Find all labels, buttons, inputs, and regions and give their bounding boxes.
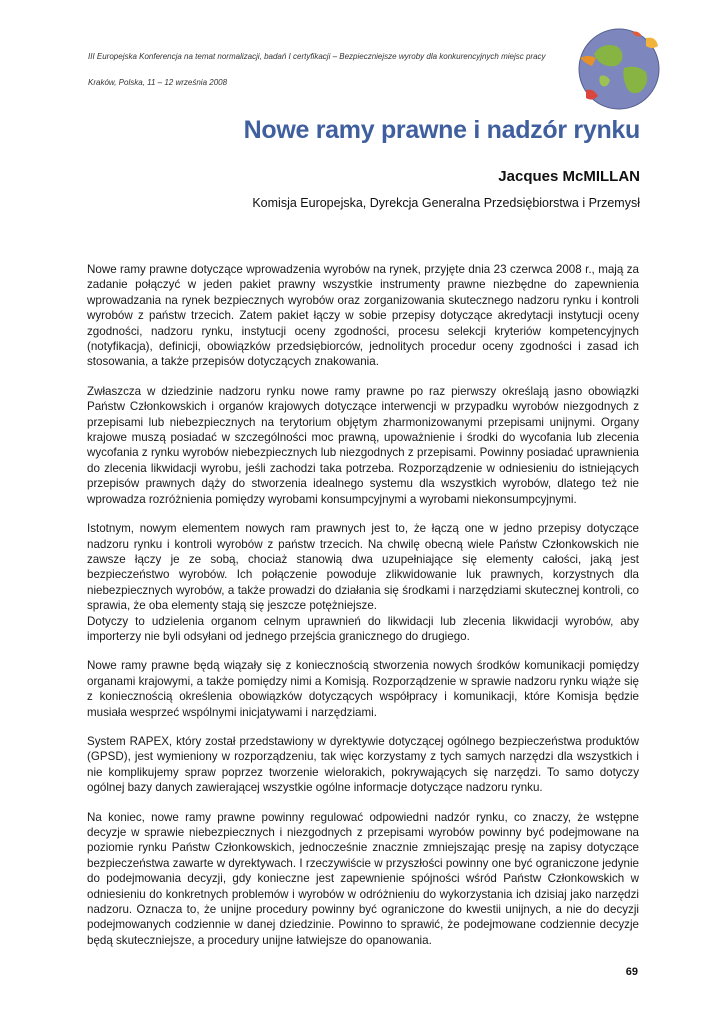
paragraph: Istotnym, nowym elementem nowych ram prawnych jest to, że łączą one w jedno przepisy dotyczące nadzoru rynku i kontroli wyrobów z państw trzecich. Na chwilę obecną wiele Państw Członkowskich nie zawsze łączy je ze sobą, chociaż stanowią dwa uzupełniające się elementy całości, jaką jest bezpieczeństwo wyrobów. Ich połączenie powoduje zlikwidowanie luk prawnych, korzystnych dla niebezpiecznych wyrobów, a także prowadzi do działania się środkami i narzędziami skutecznej kontroli, co sprawia, że oba elementy stają się jeszcze potężniejsze. <box>87 522 639 613</box>
paragraph: Nowe ramy prawne będą wiązały się z koniecznością stworzenia nowych środków komunikacji pomiędzy organami krajowymi, a także pomiędzy nimi a Komisją. Rozporządzenie w sprawie nadzoru rynku wiąże się z koniecznością określenia obowiązków dotyczących współpracy i komunikacji, które Komisja będzie musiała wesprzeć wspólnymi inicjatywami i narzędziami. <box>87 659 639 719</box>
article-title: Nowe ramy prawne i nadzór rynku <box>243 116 640 144</box>
page-number: 69 <box>625 966 638 978</box>
paragraph: Dotyczy to udzielenia organom celnym uprawnień do likwidacji lub zlecenia likwidacji wyrobów, aby importerzy nie byli odsyłani od jednego przejścia granicznego do drugiego. <box>87 614 639 643</box>
conference-globe-logo-icon <box>572 24 662 114</box>
conference-location-date: Kraków, Polska, 11 – 12 września 2008 <box>88 78 228 87</box>
paragraph: Nowe ramy prawne dotyczące wprowadzenia wyrobów na rynek, przyjęte dnia 23 czerwca 2008 r., mają za zadanie połączyć w jeden pakiet prawny wszystkie instrumenty prawne niezbędne do zapewnienia wprowadzania na rynek bezpiecznych wyrobów oraz zorganizowania skutecznego nadzoru rynku i kontroli wyrobów z państw trzecich. Zatem pakiet łączy w sobie przepisy dotyczące akredytacji instytucji oceny zgodności, nadzoru rynku, instytucji oceny zgodności, procesu selekcji kryteriów kompetencyjnych (notyfikacja), definicji, obowiązków przedsiębiorców, jednolitych procedur oceny zgodności i zasad ich stosowania, a także przepisów dotyczących znakowania. <box>87 263 639 369</box>
paragraph: System RAPEX, który został przedstawiony w dyrektywie dotyczącej ogólnego bezpieczeństwa produktów (GPSD), jest wymieniony w rozporządzeniu, tak więc korzystamy z tych samych narzędzi dla wszystkich i nie komplikujemy spraw poprzez tworzenie wielorakich, pokrywających się narzędzi. To samo dotyczy ogólnej bazy danych zawierającej wszystkie ogólne informacje dotyczące nadzoru rynku. <box>87 734 639 795</box>
article-body <box>87 262 639 962</box>
conference-header: III Europejska Konferencja na temat normalizacji, badań I certyfikacji – Bezpieczniejsze wyroby dla konkurencyjnych miejsc pracy <box>88 52 546 61</box>
article-author: Jacques McMILLAN <box>498 168 640 185</box>
author-affiliation: Komisja Europejska, Dyrekcja Generalna Przedsiębiorstwa i Przemysł <box>252 196 640 210</box>
paragraph: Na koniec, nowe ramy prawne powinny regulować odpowiedni nadzór rynku, co znaczy, że wstępne decyzje w sprawie niebezpiecznych i niezgodnych z przepisami wyrobów powinny być podejmowane na poziomie rynku Państw Członkowskich, jednocześnie znacznie zmniejszając presję na zapisy dotyczące bezpieczeństwa zawarte w dyrektywach. I rzeczywiście w przyszłości powinny one być ograniczone jedynie do podejmowania decyzji, gdy konieczne jest zapewnienie spójności wśród Państw Członkowskich w odniesieniu do konkretnych problemów i wyrobów w odróżnieniu do wykorzystania ich dzisiaj jako narzędzi nadzoru. Oznacza to, że unijne procedury powinny być ograniczone do kwestii unijnych, a nie do decyzji podejmowanych codziennie w danej dziedzinie. Powinno to sprawić, że podejmowane codziennie decyzje będą skuteczniejsze, a procedury unijne łatwiejsze do opanowania. <box>87 810 639 947</box>
paragraph: Zwłaszcza w dziedzinie nadzoru rynku nowe ramy prawne po raz pierwszy określają jasno obowiązki Państw Członkowskich i organów krajowych dotyczące interwencji w przypadku wyrobów niezgodnych z przepisami lub niebezpiecznych na terytorium objętym zharmonizowanymi przepisami unijnymi. Organy krajowe muszą posiadać w szczególności moc prawną, upoważnienie i środki do wycofania lub zlecenia wycofania z rynku wyrobów niebezpiecznych lub niezgodnych z przepisami. Powinny posiadać uprawnienia do zlecenia likwidacji wyrobu, jeśli zachodzi taka potrzeba. Rozporządzenie w odniesieniu do istniejących przepisów prawnych dąży do stworzenia idealnego systemu dla wszystkich wyrobów, dlatego też nie wprowadza rozróżnienia pomiędzy wyrobami konsumpcyjnymi a wyrobami niekonsumpcyjnymi. <box>87 384 639 506</box>
